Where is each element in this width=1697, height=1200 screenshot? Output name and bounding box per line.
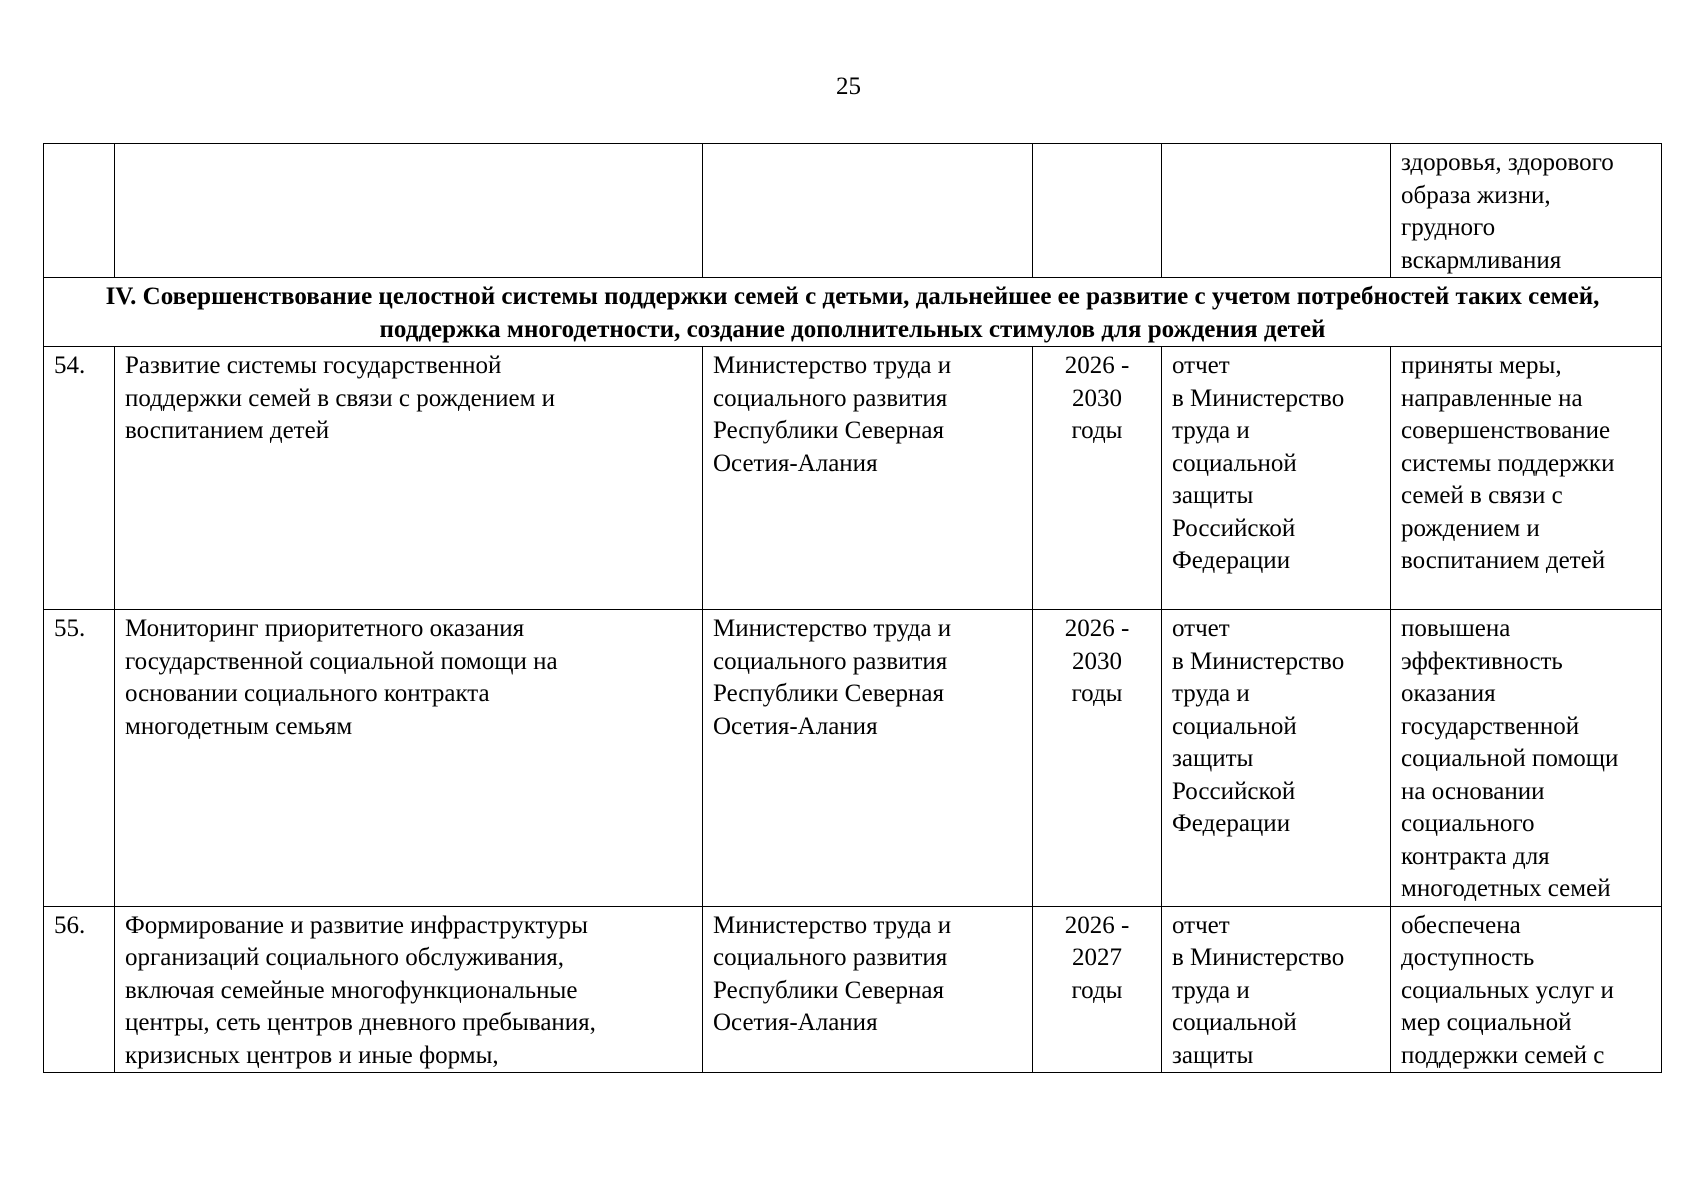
table-row xyxy=(44,610,1662,907)
table-row xyxy=(44,906,1662,1073)
executor-cell: Министерство труда и социального развития Республики Северная Осетия-Алания xyxy=(703,906,1033,1073)
period-cell: 2026 - 2030 годы xyxy=(1033,610,1162,907)
reporting-cell xyxy=(1162,144,1391,278)
table-row-continuation xyxy=(44,144,1662,278)
result-cell: обеспечена доступность социальных услуг и мер социальной поддержки семей с xyxy=(1391,906,1662,1073)
period-cell xyxy=(1033,144,1162,278)
row-number: 55. xyxy=(44,610,115,907)
action-plan-table xyxy=(43,143,1662,1073)
row-number: 54. xyxy=(44,347,115,610)
section-heading-row xyxy=(44,278,1662,347)
executor-cell: Министерство труда и социального развития Республики Северная Осетия-Алания xyxy=(703,347,1033,610)
reporting-cell: отчет в Министерство труда и социальной защиты Российской Федерации xyxy=(1162,610,1391,907)
reporting-cell: отчет в Министерство труда и социальной защиты xyxy=(1162,906,1391,1073)
period-cell: 2026 - 2030 годы xyxy=(1033,347,1162,610)
period-cell: 2026 - 2027 годы xyxy=(1033,906,1162,1073)
measure-cell: Мониторинг приоритетного оказания государственной социальной помощи на основании социального контракта многодетным семьям xyxy=(115,610,703,907)
result-cell: здоровья, здорового образа жизни, грудного вскармливания xyxy=(1391,144,1662,278)
result-cell: повышена эффективность оказания государственной социальной помощи на основании социального контракта для многодетных семей xyxy=(1391,610,1662,907)
measure-cell: Развитие системы государственной поддержки семей в связи с рождением и воспитанием детей xyxy=(115,347,703,610)
measure-cell xyxy=(115,144,703,278)
executor-cell xyxy=(703,144,1033,278)
row-number: 56. xyxy=(44,906,115,1073)
number-cell xyxy=(44,144,115,278)
executor-cell: Министерство труда и социального развития Республики Северная Осетия-Алания xyxy=(703,610,1033,907)
measure-cell: Формирование и развитие инфраструктуры организаций социального обслуживания, включая семейные многофункциональные центры, сеть центров дневного пребывания, кризисных центров и иные формы, xyxy=(115,906,703,1073)
section-heading: IV. Совершенствование целостной системы поддержки семей с детьми, дальнейшее ее развитие с учетом потребностей таких семей, поддержка многодетности, создание дополнительных стимулов для рождения детей xyxy=(44,278,1662,347)
page-number: 25 xyxy=(836,73,861,100)
result-cell: приняты меры, направленные на совершенствование системы поддержки семей в связи с рождением и воспитанием детей xyxy=(1391,347,1662,610)
reporting-cell: отчет в Министерство труда и социальной защиты Российской Федерации xyxy=(1162,347,1391,610)
table-row xyxy=(44,347,1662,610)
